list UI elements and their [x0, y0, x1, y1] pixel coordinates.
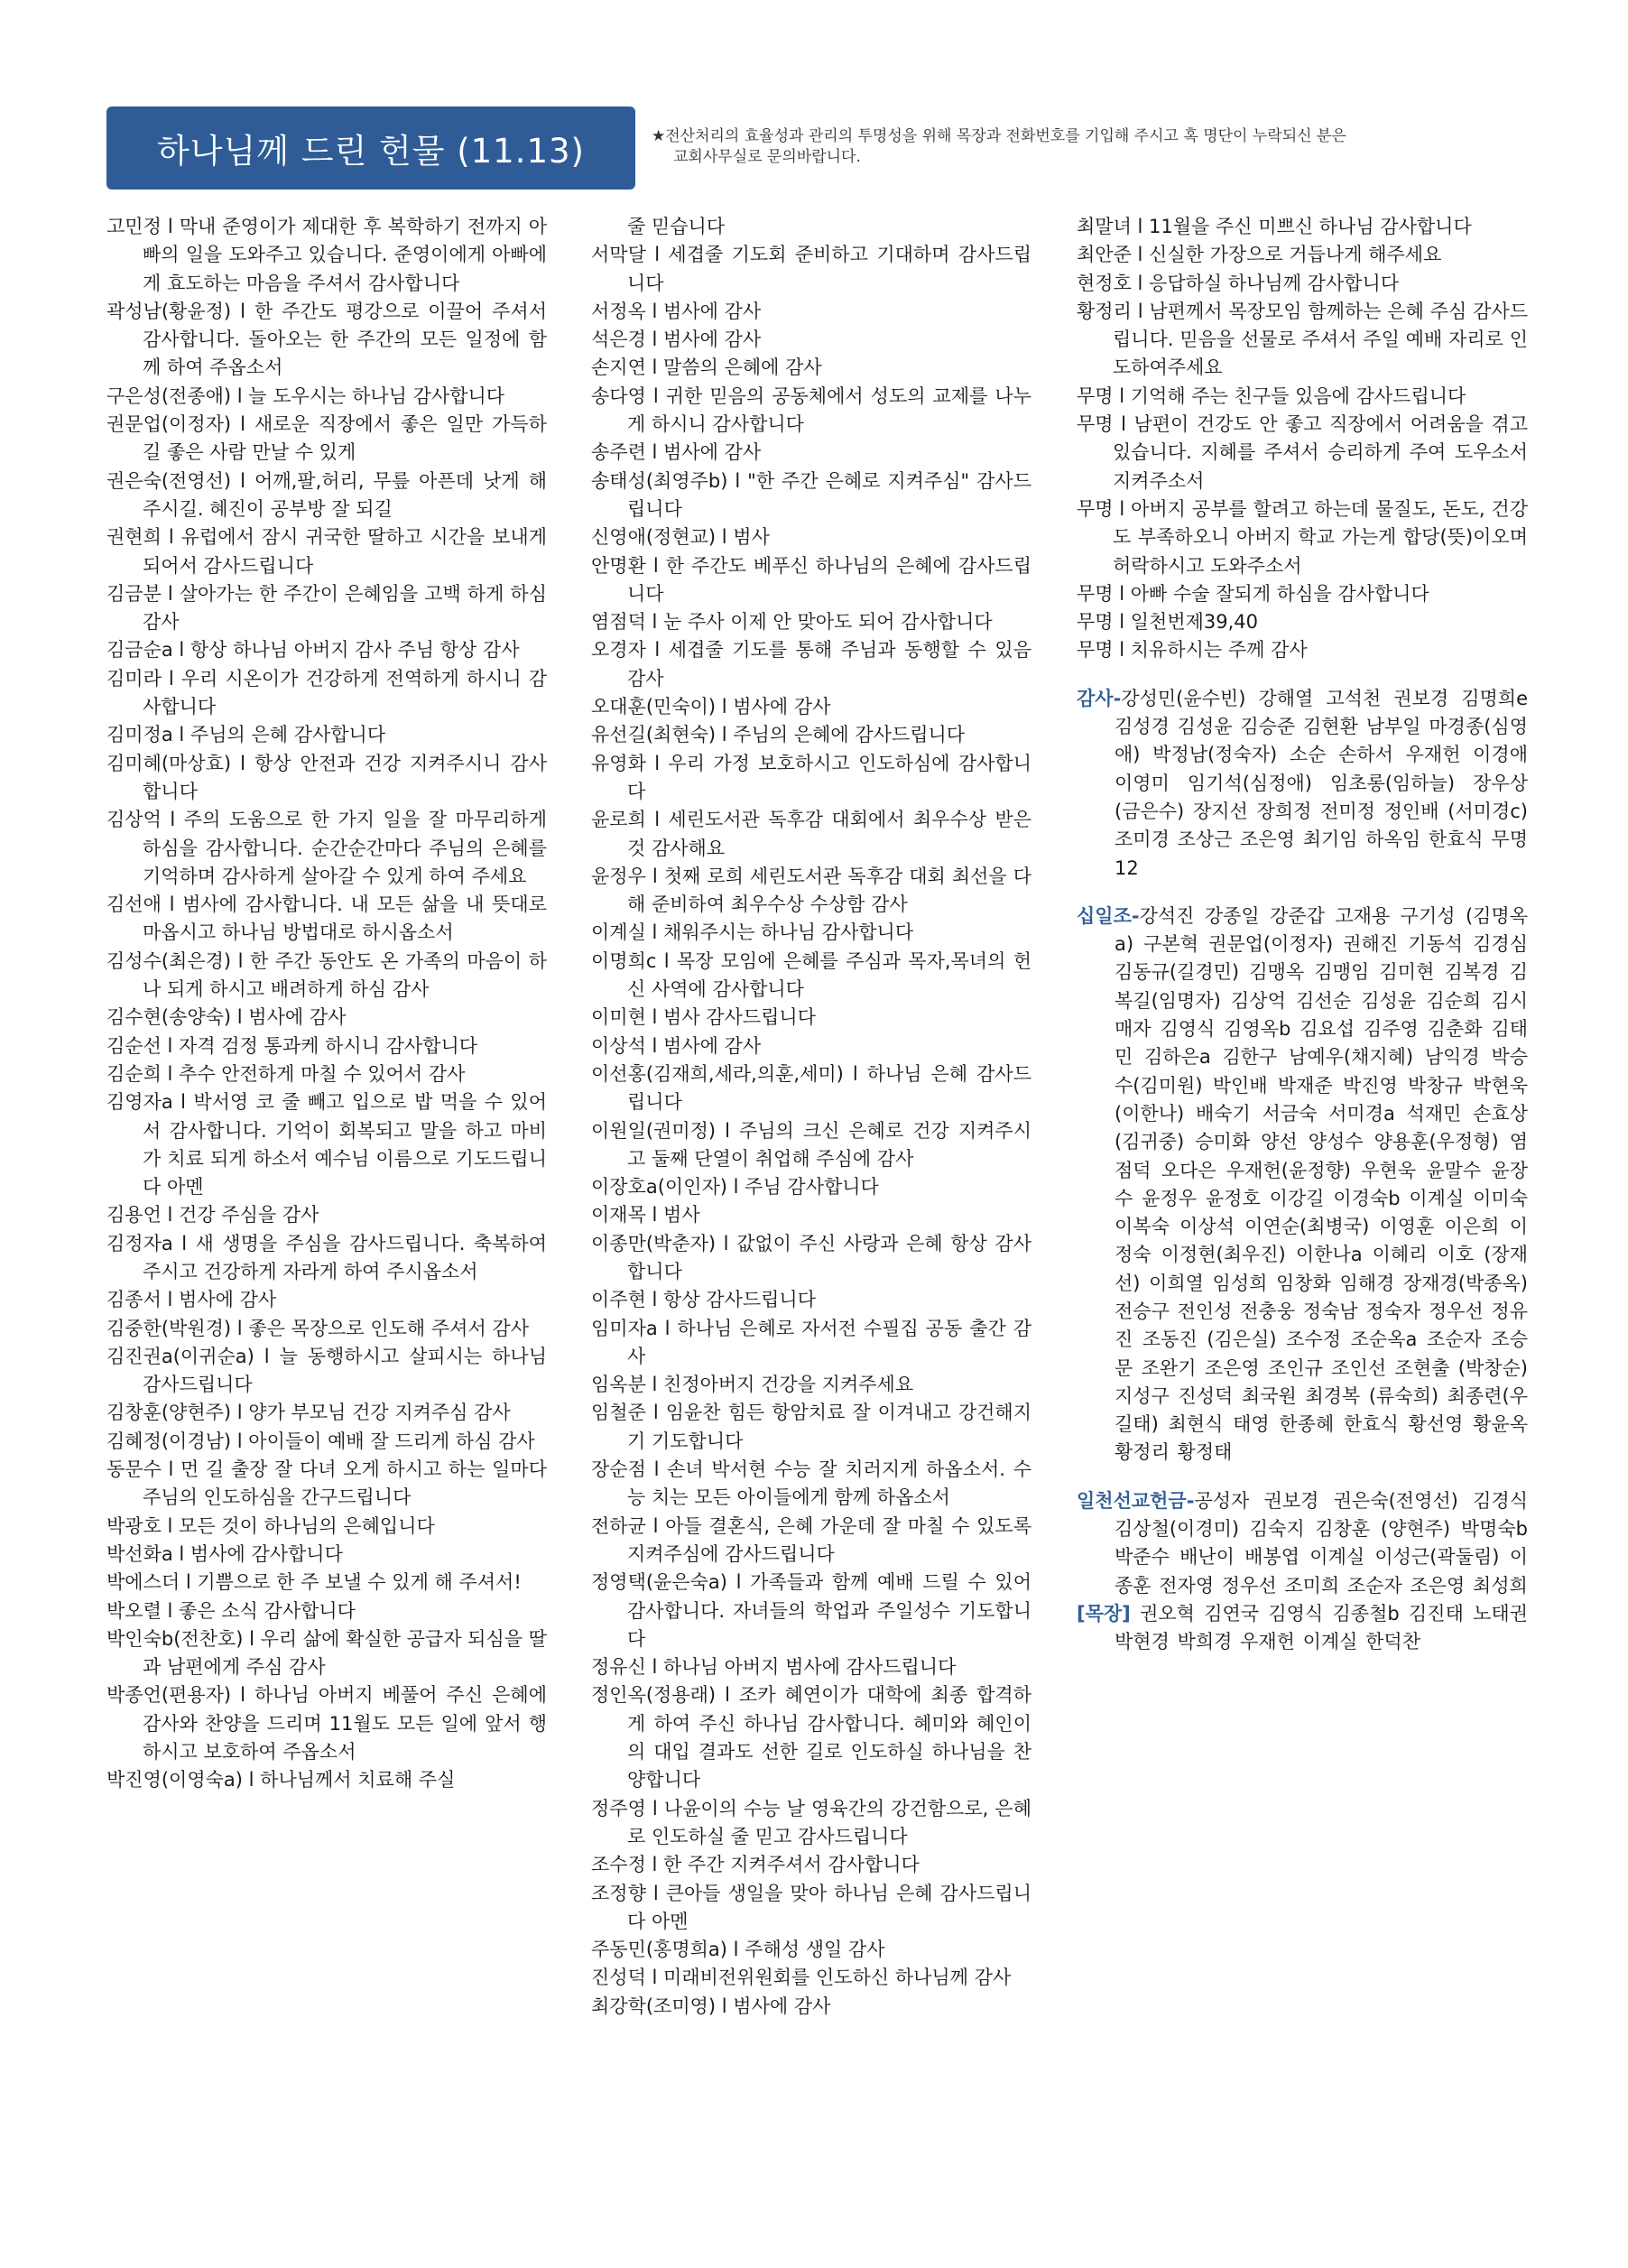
offering-entry: 정주영 l 나윤이의 수능 날 영육간의 강건함으로, 은혜로 인도하실 줄 믿고 감사드립니다 [591, 1797, 1031, 1847]
offering-entry: 김선애 l 범사에 감사합니다. 내 모든 삶을 내 뜻대로 마옵시고 하나님 방법대로 하시옵소서 [106, 893, 547, 944]
pastor-names: 권오혁 김연국 김영식 김종철b 김진태 노태권 박현경 박희경 우재헌 이계실 한덕찬 [1115, 1602, 1528, 1653]
notice-line-2: 교회사무실로 문의바랍니다. [673, 148, 861, 166]
offering-entry: 줄 믿습니다 [627, 216, 726, 237]
offering-entry: 최안준 l 신실한 가장으로 거듭나게 해주세요 [1077, 244, 1442, 266]
page-title: 하나님께 드린 헌물 (11.13) [156, 132, 585, 171]
offering-entry: 곽성남(황윤정) l 한 주간도 평강으로 이끌어 주셔서 감사합니다. 돌아오는 한 주간의 모든 일정에 함께 하여 주옵소서 [106, 300, 547, 379]
offering-entry: 김정자a l 새 생명을 주심을 감사드립니다. 축복하여 주시고 건강하게 자라게 하여 주시옵소서 [106, 1232, 547, 1282]
offering-entry: 박광호 l 모든 것이 하나님의 은혜입니다 [106, 1514, 435, 1537]
missions-label: 일천선교헌금- [1077, 1489, 1195, 1512]
offering-entry: 김금순a l 항상 하나님 아버지 감사 주님 항상 감사 [106, 639, 520, 662]
offering-entry: 김순선 l 자격 검정 통과케 하시니 감사합니다 [106, 1034, 478, 1057]
offering-entry: 서막달 l 세겹줄 기도회 준비하고 기대하며 감사드립니다 [591, 244, 1031, 294]
offering-entry: 윤로희 l 세린도서관 독후감 대회에서 최우수상 받은 것 감사해요 [591, 809, 1031, 859]
offering-entry: 이주현 l 항상 감사드립니다 [591, 1289, 817, 1311]
offering-entry: 김순희 l 추수 안전하게 마칠 수 있어서 감사 [106, 1062, 466, 1085]
offering-entry: 박선화a l 범사에 감사합니다 [106, 1542, 343, 1565]
offering-entry: 박진영(이영숙a) l 하나님께서 치료해 주실 [106, 1769, 456, 1791]
offering-entry: 무명 l 기억해 주는 친구들 있음에 감사드립니다 [1077, 384, 1466, 407]
offering-entry: 김종서 l 범사에 감사 [106, 1289, 277, 1311]
missions-names: 공성자 권보경 권은숙(전영선) 김경식 김상철(이경미) 김숙지 김창훈 (양현주) 박명숙b 박준수 배난이 배봉엽 이계실 이성근(곽둘림) 이종훈 전자영 정우선 조미희 조순자 조은영 최성희 [1115, 1489, 1528, 1597]
thanks-list [1077, 685, 1528, 883]
offering-entry: 이계실 l 채워주시는 하나님 감사합니다 [591, 921, 914, 944]
offering-entry: 김진권a(이귀순a) l 늘 동행하시고 살피시는 하나님 감사드립니다 [106, 1345, 547, 1396]
offering-entry: 안명환 l 한 주간도 베푸신 하나님의 은혜에 감사드립니다 [591, 554, 1031, 605]
offering-entry: 손지연 l 말씀의 은혜에 감사 [591, 356, 822, 379]
offering-entry: 박오렬 l 좋은 소식 감사합니다 [106, 1599, 356, 1622]
offering-entry: 유선길(최현숙) l 주님의 은혜에 감사드립니다 [591, 724, 966, 746]
offering-entry: 김용언 l 건강 주심을 감사 [106, 1204, 319, 1227]
offering-entry: 무명 l 아버지 공부를 할려고 하는데 물질도, 돈도, 건강도 부족하오니 아버지 학교 가는게 합당(뜻)이오며 허락하시고 도와주소서 [1077, 497, 1528, 577]
offering-entry: 정유신 l 하나님 아버지 범사에 감사드립니다 [591, 1656, 957, 1679]
offering-entry: 김상억 l 주의 도움으로 한 가지 일을 잘 마무리하게 하심을 감사합니다. 순간순간마다 주님의 은혜를 기억하며 감사하게 살아갈 수 있게 하여 주세요 [106, 809, 547, 887]
offering-column-3 [1077, 213, 1528, 1657]
offering-entry: 윤정우 l 첫째 로희 세린도서관 독후감 대회 최선을 다해 준비하여 최우수상 수상함 감사 [591, 865, 1031, 916]
offering-entry: 장순점 l 손녀 박서현 수능 잘 치러지게 하옵소서. 수능 치는 모든 아이들에게 함께 하옵소서 [591, 1458, 1031, 1509]
offering-entry: 송주련 l 범사에 감사 [591, 441, 762, 464]
offering-entry: 김수현(송양숙) l 범사에 감사 [106, 1006, 347, 1029]
offering-entry: 권문업(이정자) l 새로운 직장에서 좋은 일만 가득하길 좋은 사람 만날 수 있게 [106, 413, 547, 464]
offering-entry: 김창훈(양현주) l 양가 부모님 건강 지켜주심 감사 [106, 1402, 511, 1424]
offering-entry: 오경자 l 세겹줄 기도를 통해 주님과 동행할 수 있음 감사 [591, 639, 1031, 690]
offering-entry: 유영화 l 우리 가정 보호하시고 인도하심에 감사합니다 [591, 752, 1031, 802]
offering-entry: 이재목 l 범사 [591, 1204, 700, 1227]
thanks-names: 강성민(윤수빈) 강해열 고석천 권보경 김명희e 김성경 김성윤 김승준 김현환 남부일 마경종(심영애) 박정남(정숙자) 소순 손하서 우재헌 이경애 이영미 임기석(심정애) 임초롱(임하늘) 장우상 (금은수) 장지선 장희정 전미정 정인배 (서미경c) 조미경 조상근 조은영 최기임 하옥임 한효식 무명12 [1115, 687, 1528, 879]
offering-entry: 신영애(정현교) l 범사 [591, 526, 770, 549]
offering-entry: 염점덕 l 눈 주사 이제 안 맞아도 되어 감사합니다 [591, 611, 993, 634]
offering-entry: 송다영 l 귀한 믿음의 공동체에서 성도의 교제를 나누게 하시니 감사합니다 [591, 384, 1031, 436]
offering-entry: 고민정 l 막내 준영이가 제대한 후 복학하기 전까지 아빠의 일을 도와주고 있습니다. 준영이에게 아빠에게 효도하는 마음을 주셔서 감사합니다 [106, 216, 547, 294]
offering-entry: 박에스더 l 기쁨으로 한 주 보낼 수 있게 해 주셔서! [106, 1571, 522, 1594]
offering-entry: 박종언(편용자) l 하나님 아버지 베풀어 주신 은혜에 감사와 찬양을 드리며 11월도 모든 일에 앞서 행하시고 보호하여 주옵소서 [106, 1684, 547, 1763]
offering-entry: 김성수(최은경) l 한 주간 동안도 온 가족의 마음이 하나 되게 하시고 배려하게 하심 감사 [106, 949, 547, 1001]
offering-entry: 무명 l 치유하시는 주께 감사 [1077, 639, 1308, 662]
offering-entry: 김중한(박원경) l 좋은 목장으로 인도해 주셔서 감사 [106, 1317, 529, 1339]
offering-entry: 구은성(전종애) l 늘 도우시는 하나님 감사합니다 [106, 384, 505, 407]
offering-entry: 김미라 l 우리 시온이가 건강하게 전역하게 하시니 감사합니다 [106, 667, 547, 718]
offering-entry: 현정호 l 응답하실 하나님께 감사합니다 [1077, 272, 1400, 294]
offering-entry: 임미자a l 하나님 은혜로 자서전 수필집 공동 출간 감사 [591, 1317, 1031, 1367]
offering-entry: 김혜정(이경남) l 아이들이 예배 잘 드리게 하심 감사 [106, 1430, 535, 1452]
page-title-banner [106, 106, 635, 190]
offering-entries [1077, 213, 1528, 665]
offering-entry: 석은경 l 범사에 감사 [591, 329, 762, 351]
offering-entry: 박인숙b(전찬호) l 우리 삶에 확실한 공급자 되심을 딸과 남편에게 주심 감사 [106, 1627, 547, 1679]
offering-entry: 서정옥 l 범사에 감사 [591, 300, 762, 322]
offering-entry: 최강학(조미영) l 범사에 감사 [591, 1995, 831, 2017]
offering-entry: 송태성(최영주b) l "한 주간 은혜로 지켜주심" 감사드립니다 [591, 469, 1031, 520]
offering-entry: 황정리 l 남편께서 목장모임 함께하는 은혜 주심 감사드립니다. 믿음을 선물로 주셔서 주일 예배 자리로 인도하여주세요 [1077, 300, 1528, 379]
offering-entry: 이명희c l 목장 모임에 은혜를 주심과 목자,목녀의 헌신 사역에 감사합니다 [591, 949, 1031, 1001]
offering-entry: 김미혜(마상효) l 항상 안전과 건강 지켜주시니 감사합니다 [106, 752, 547, 802]
offering-entry: 이장호a(이인자) l 주님 감사합니다 [591, 1176, 879, 1199]
tithe-names: 강석진 강종일 강준갑 고재용 구기성 (김명옥a) 구본혁 권문업(이정자) 권해진 기동석 김경심 김동규(길경민) 김맹옥 김맹임 김미현 김복경 김복길(임명자) 김상억 김선순 김성윤 김순희 김시매자 김영식 김영옥b 김요섭 김주영 김춘화 김태민 김하은a 김한구 남예우(채지혜) 남익경 박승수(김미원) 박인배 박재준 박진영 박창규 박현욱(이한나) 배숙기 서금숙 서미경a 석재민 손효상(김귀중) 승미화 양선 양성수 양용훈(우정형) 염점덕 오다은 우재헌(윤정향) 우현욱 윤말수 윤장수 윤정우 윤정호 이강길 이경숙b 이계실 이미숙 이복숙 이상석 이연순(최병국) 이영훈 이은희 이정숙 이정현(최우진) 이한나a 이혜리 이호 (장재선) 이희열 임성희 임창화 임해경 장재경(박종옥) 전승구 전인성 전충웅 정숙남 정숙자 정우선 정유진 조동진 (김은실) 조수정 조순옥a 조순자 조승문 조완기 조은영 조인규 조인선 조현출 (박창순) 지성구 진성덕 최국원 최경복 (류숙희) 최종련(우길태) 최현식 태영 한종혜 한효식 황선영 황윤옥 황정리 황정태 [1115, 904, 1528, 1464]
offering-entry: 권은숙(전영선) l 어깨,팔,허리, 무릎 아픈데 낫게 해 주시길. 혜진이 공부방 잘 되길 [106, 469, 547, 520]
offering-entry: 최말녀 l 11월을 주신 미쁘신 하나님 감사합니다 [1077, 216, 1472, 237]
pastor-label: [목장] [1077, 1602, 1131, 1625]
offering-entry: 오대훈(민숙이) l 범사에 감사 [591, 696, 831, 718]
thanks-label: 감사- [1077, 687, 1122, 709]
offering-entry: 무명 l 일천번제39,40 [1077, 611, 1259, 634]
tithe-list [1077, 903, 1528, 1467]
offering-entry: 김금분 l 살아가는 한 주간이 은혜임을 고백 하게 하심 감사 [106, 582, 547, 634]
tithe-label: 십일조- [1077, 904, 1140, 927]
offering-entry: 무명 l 아빠 수술 잘되게 하심을 감사합니다 [1077, 582, 1429, 605]
missions-list [1077, 1487, 1528, 1600]
offering-entry: 이선홍(김재희,세라,의훈,세미) l 하나님 은혜 감사드립니다 [591, 1062, 1031, 1114]
offering-entry: 김영자a l 박서영 코 줄 빼고 입으로 밥 먹을 수 있어서 감사합니다. 기억이 회복되고 말을 하고 마비가 치료 되게 하소서 예수님 이름으로 기도드립니다 아멘 [106, 1091, 547, 1199]
offering-entry: 정인옥(정용래) l 조카 혜연이가 대학에 최종 합격하게 하여 주신 하나님 감사합니다. 혜미와 혜인이의 대입 결과도 선한 길로 인도하실 하나님을 찬양합니다 [591, 1684, 1031, 1791]
offering-entry: 이원일(권미정) l 주님의 크신 은혜로 건강 지켜주시고 둘째 단열이 취업해 주심에 감사 [591, 1119, 1031, 1170]
offering-entry: 조수정 l 한 주간 지켜주셔서 감사합니다 [591, 1854, 920, 1876]
offering-entry: 진성덕 l 미래비전위원회를 인도하신 하나님께 감사 [591, 1967, 1012, 1989]
offering-entry: 임철준 l 임윤찬 힘든 항암치료 잘 이겨내고 강건해지기 기도합니다 [591, 1402, 1031, 1452]
offering-entry: 권현희 l 유럽에서 잠시 귀국한 딸하고 시간을 보내게 되어서 감사드립니다 [106, 526, 547, 577]
notice-line-1: ★전산처리의 효율성과 관리의 투명성을 위해 목장과 전화번호를 기입해 주시고 혹 명단이 누락되신 분은 [652, 127, 1346, 145]
offering-column-1 [106, 213, 547, 1795]
pastor-list [1077, 1600, 1528, 1657]
offering-entry: 임옥분 l 친정아버지 건강을 지켜주세요 [591, 1374, 914, 1396]
offering-entry: 이종만(박춘자) l 값없이 주신 사랑과 은혜 항상 감사합니다 [591, 1232, 1031, 1282]
notice-text [652, 126, 1554, 168]
offering-entry: 조정향 l 큰아들 생일을 맞아 하나님 은혜 감사드립니다 아멘 [591, 1882, 1031, 1932]
offering-column-2 [591, 213, 1031, 2021]
offering-entry: 이상석 l 범사에 감사 [591, 1034, 762, 1057]
offering-entry: 동문수 l 먼 길 출장 잘 다녀 오게 하시고 하는 일마다 주님의 인도하심을 간구드립니다 [106, 1458, 547, 1509]
offering-entry: 전하균 l 아들 결혼식, 은혜 가운데 잘 마칠 수 있도록 지켜주심에 감사드립니다 [591, 1514, 1031, 1565]
offering-entry: 김미정a l 주님의 은혜 감사합니다 [106, 724, 386, 746]
offering-entry: 주동민(홍명희a) l 주해성 생일 감사 [591, 1939, 885, 1961]
offering-entry: 정영택(윤은숙a) l 가족들과 함께 예배 드릴 수 있어 감사합니다. 자녀들의 학업과 주일성수 기도합니다 [591, 1571, 1031, 1650]
offering-entry: 무명 l 남편이 건강도 안 좋고 직장에서 어려움을 겪고 있습니다. 지혜를 주셔서 승리하게 주여 도우소서 지켜주소서 [1077, 413, 1528, 492]
offering-entry: 이미현 l 범사 감사드립니다 [591, 1006, 817, 1029]
